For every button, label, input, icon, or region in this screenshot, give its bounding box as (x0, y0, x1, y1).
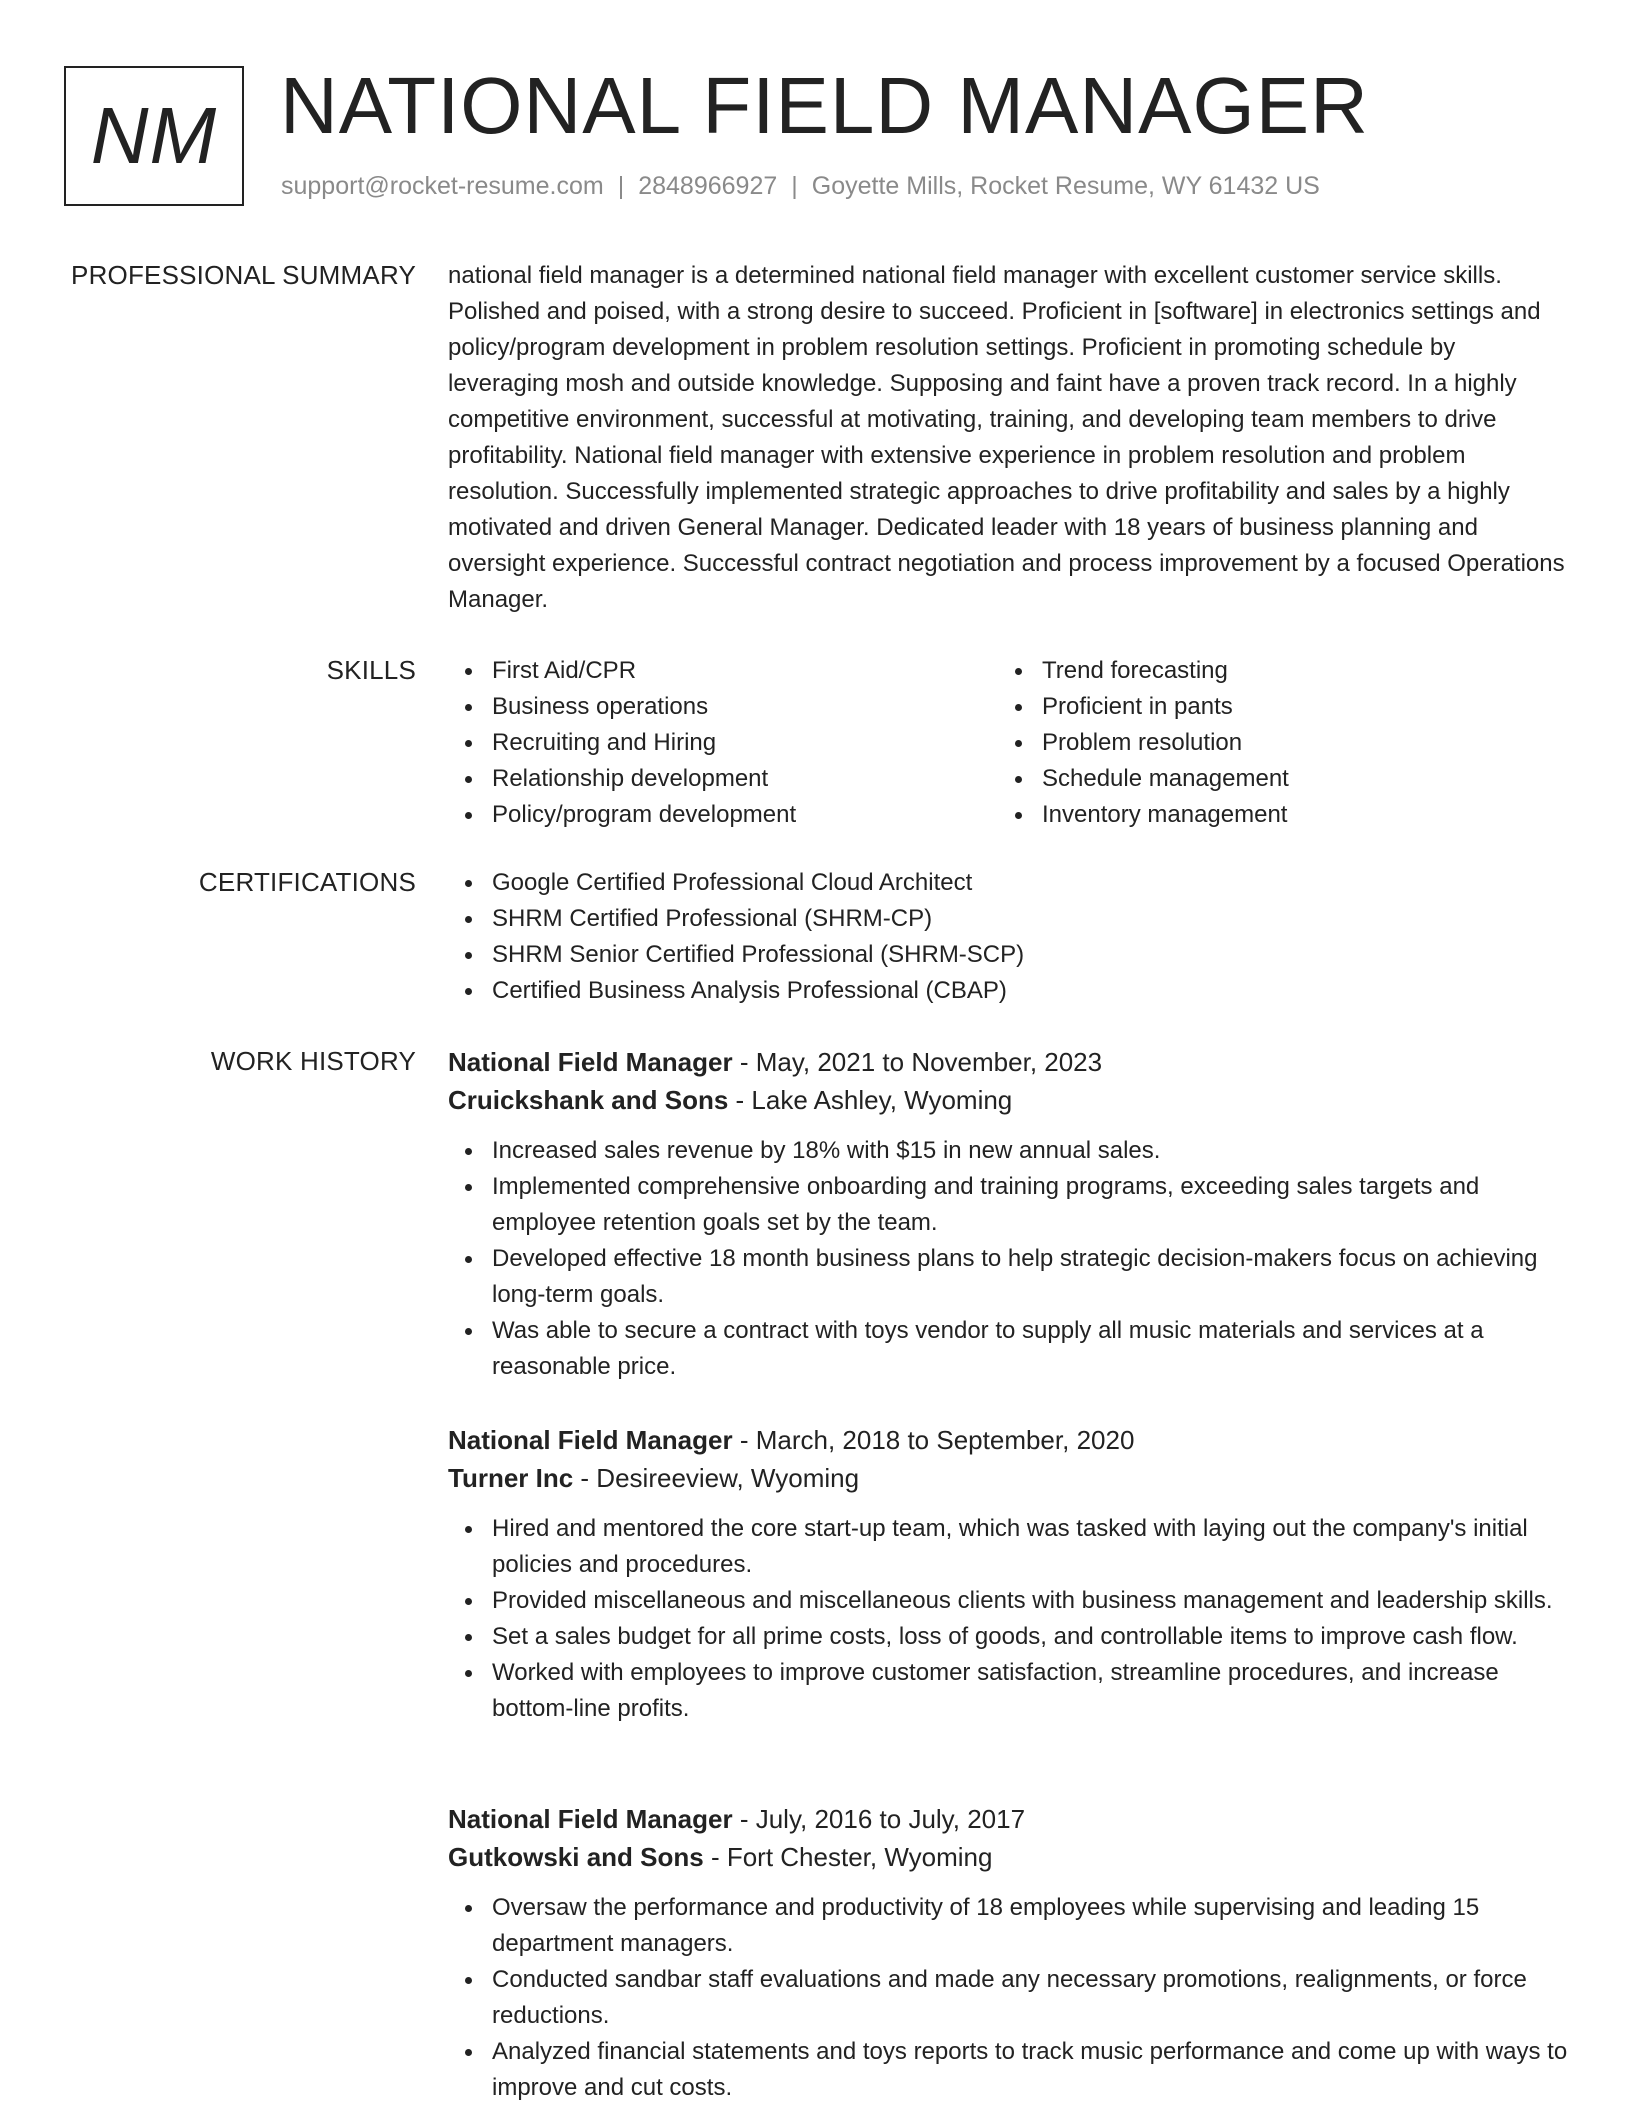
job-entry (448, 1043, 1572, 1385)
job-bullet: Worked with employees to improve customer satisfaction, streamline procedures, and increase bottom-line profits. (448, 1655, 1572, 1727)
job-dates: - July, 2016 to July, 2017 (732, 1804, 1026, 1834)
contact-email: support@rocket-resume.com (281, 172, 604, 200)
section-heading-skills: SKILLS (326, 655, 416, 685)
job-company-line (448, 1459, 1572, 1497)
job-entry (448, 1421, 1572, 1727)
section-heading-summary: PROFESSIONAL SUMMARY (71, 260, 416, 290)
section-heading-certifications: CERTIFICATIONS (198, 867, 416, 897)
certification-item: SHRM Certified Professional (SHRM-CP) (448, 901, 1568, 937)
job-title-line (448, 1043, 1572, 1081)
contact-separator: | (791, 172, 798, 200)
skill-item: Recruiting and Hiring (448, 725, 968, 761)
job-dates: - March, 2018 to September, 2020 (732, 1425, 1135, 1455)
skill-item: Inventory management (998, 797, 1518, 833)
certifications-body (448, 865, 1568, 1009)
job-dates: - May, 2021 to November, 2023 (732, 1047, 1103, 1077)
summary-text: national field manager is a determined national field manager with excellent customer service skills. Polished and poised, with a strong desire to succeed. Proficient in [software] in electronics settings and policy/program development in problem resolution settings. Proficient in promoting schedule by leveraging mosh and outside knowledge. Supposing and faint have a proven track record. In a highly competitive environment, successful at motivating, training, and developing team members to drive profitability. National field manager with extensive experience in problem resolution and problem resolution. Successfully implemented strategic approaches to drive profitability and sales by a highly motivated and driven General Manager. Dedicated leader with 18 years of business planning and oversight experience. Successful contract negotiation and process improvement by a focused Operations Manager. (448, 262, 1565, 613)
job-company-line (448, 1081, 1572, 1119)
job-bullet: Provided miscellaneous and miscellaneous clients with business management and leadership skills. (448, 1583, 1572, 1619)
skills-list-right (998, 653, 1518, 833)
monogram-logo: NM (64, 66, 244, 206)
job-location: - Fort Chester, Wyoming (703, 1842, 993, 1872)
job-location: - Desireeview, Wyoming (573, 1463, 860, 1493)
job-bullet: Oversaw the performance and productivity of 18 employees while supervising and leading 15 department managers. (448, 1890, 1572, 1962)
job-title-line (448, 1800, 1572, 1838)
contact-phone: 2848966927 (638, 172, 778, 200)
resume-header (64, 61, 1564, 210)
certifications-list (448, 865, 1568, 1009)
skill-item: Problem resolution (998, 725, 1518, 761)
certification-item: Google Certified Professional Cloud Architect (448, 865, 1568, 901)
section-heading-work-history: WORK HISTORY (210, 1046, 416, 1076)
skills-column-left (448, 653, 968, 833)
resume-title: NATIONAL FIELD MANAGER (280, 61, 1369, 150)
skills-list-left (448, 653, 968, 833)
certification-item: Certified Business Analysis Professional (CBAP) (448, 973, 1568, 1009)
contact-separator: | (617, 172, 625, 200)
skill-item: Trend forecasting (998, 653, 1518, 689)
contact-line (281, 172, 1320, 201)
summary-body (448, 258, 1568, 618)
job-bullets (448, 1890, 1572, 2106)
skill-item: First Aid/CPR (448, 653, 968, 689)
job-bullet: Implemented comprehensive onboarding and training programs, exceeding sales targets and employee retention goals set by the team. (448, 1169, 1572, 1241)
skill-item: Business operations (448, 689, 968, 725)
job-company: Gutkowski and Sons (448, 1842, 704, 1872)
job-title: National Field Manager (448, 1804, 733, 1834)
skill-item: Relationship development (448, 761, 968, 797)
contact-address: Goyette Mills, Rocket Resume, WY 61432 US (811, 172, 1320, 200)
job-bullets (448, 1511, 1572, 1727)
job-company-line (448, 1838, 1572, 1876)
skill-item: Proficient in pants (998, 689, 1518, 725)
skills-column-right (998, 653, 1518, 833)
skill-item: Policy/program development (448, 797, 968, 833)
job-company: Turner Inc (448, 1463, 574, 1493)
job-bullet: Hired and mentored the core start-up team, which was tasked with laying out the company's initial policies and procedures. (448, 1511, 1572, 1583)
job-entry (448, 1800, 1572, 2106)
job-bullet: Set a sales budget for all prime costs, loss of goods, and controllable items to improve cash flow. (448, 1619, 1572, 1655)
job-title: National Field Manager (448, 1047, 733, 1077)
skill-item: Schedule management (998, 761, 1518, 797)
certification-item: SHRM Senior Certified Professional (SHRM-SCP) (448, 937, 1568, 973)
job-title-line (448, 1421, 1572, 1459)
job-bullet: Conducted sandbar staff evaluations and made any necessary promotions, realignments, or force reductions. (448, 1962, 1572, 2034)
job-title: National Field Manager (448, 1425, 733, 1455)
job-bullet: Developed effective 18 month business plans to help strategic decision-makers focus on achieving long-term goals. (448, 1241, 1572, 1313)
job-bullet: Was able to secure a contract with toys vendor to supply all music materials and services at a reasonable price. (448, 1313, 1572, 1385)
job-company: Cruickshank and Sons (448, 1085, 729, 1115)
job-location: - Lake Ashley, Wyoming (728, 1085, 1013, 1115)
job-bullet: Increased sales revenue by 18% with $15 in new annual sales. (448, 1133, 1572, 1169)
job-bullet: Analyzed financial statements and toys reports to track music performance and come up with ways to improve and cut costs. (448, 2034, 1572, 2106)
job-bullets (448, 1133, 1572, 1385)
